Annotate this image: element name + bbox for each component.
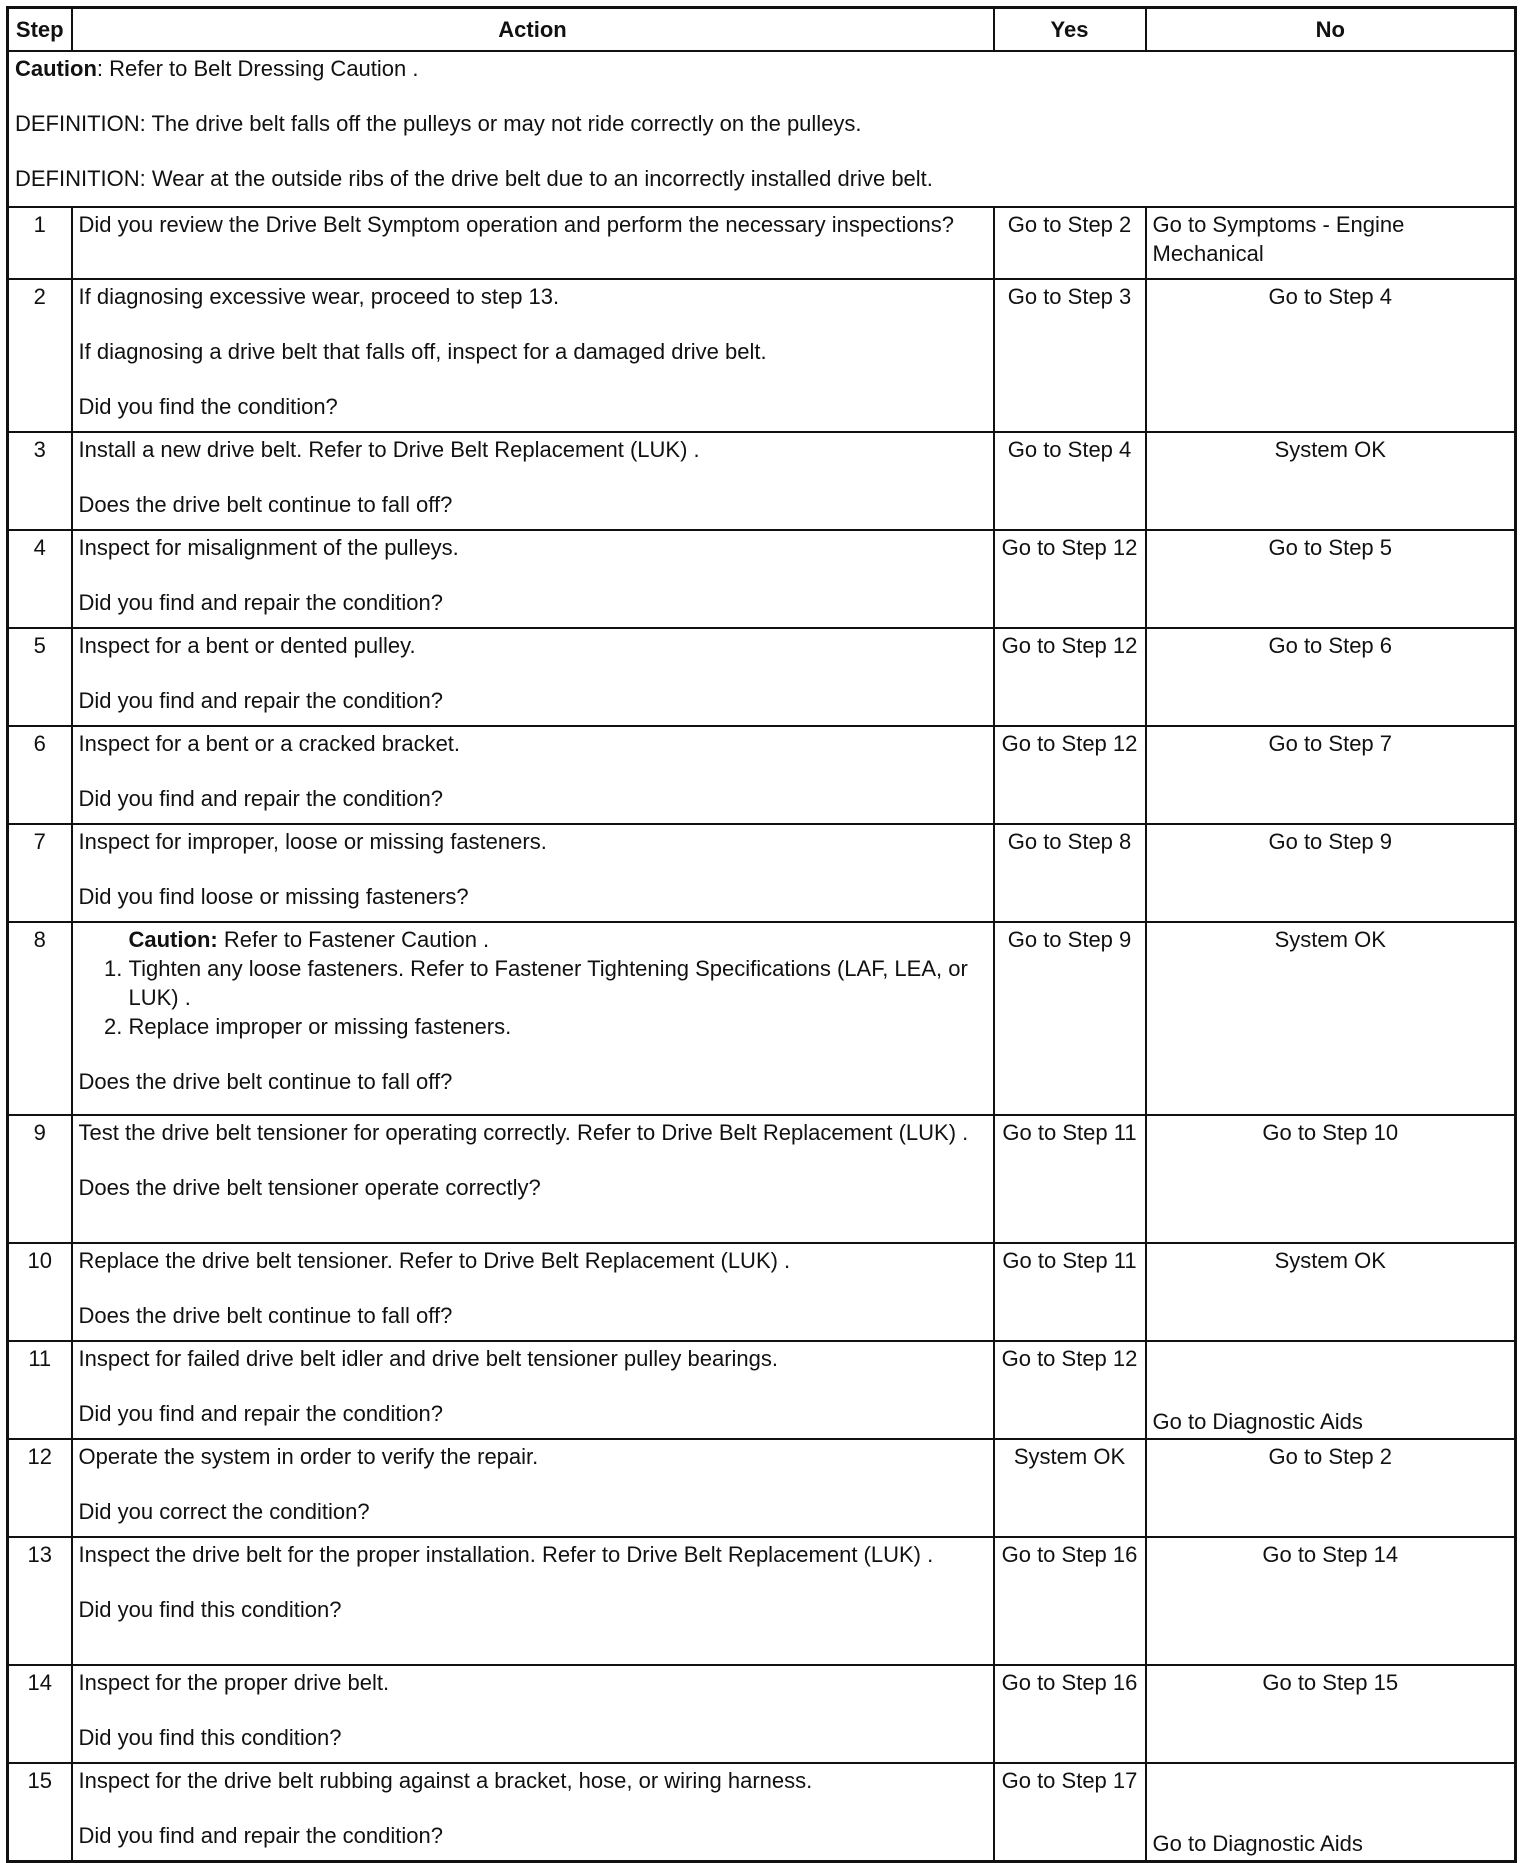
- action-question: Did you find this condition?: [78, 1725, 342, 1750]
- action-cell: [72, 1341, 994, 1439]
- table-row: [8, 1115, 1516, 1243]
- step-number: 3: [8, 432, 72, 530]
- action-text: If diagnosing a drive belt that falls off, inspect for a damaged drive belt.: [78, 339, 767, 364]
- yes-cell: Go to Step 4: [994, 432, 1146, 530]
- action-question: Does the drive belt continue to fall off?: [78, 492, 453, 517]
- no-cell: Go to Step 14: [1146, 1537, 1516, 1665]
- action-cell: [72, 432, 994, 530]
- action-text: Inspect for improper, loose or missing fasteners.: [78, 829, 547, 854]
- header-step: Step: [8, 8, 72, 52]
- no-cell: Go to Step 9: [1146, 824, 1516, 922]
- step-number: 6: [8, 726, 72, 824]
- table-row: [8, 922, 1516, 1115]
- header-action: Action: [72, 8, 994, 52]
- action-text: Inspect for failed drive belt idler and drive belt tensioner pulley bearings.: [78, 1346, 779, 1371]
- action-question: Does the drive belt continue to fall off?: [78, 1069, 453, 1094]
- header-yes: Yes: [994, 8, 1146, 52]
- action-cell: [72, 1439, 994, 1537]
- action-cell: [72, 824, 994, 922]
- action-cell: [72, 922, 994, 1115]
- action-text: Did you review the Drive Belt Symptom operation and perform the necessary inspections?: [78, 212, 955, 237]
- action-question: Did you find this condition?: [78, 1597, 342, 1622]
- yes-cell: Go to Step 17: [994, 1763, 1146, 1861]
- diagnostic-table-wrapper: [6, 6, 1514, 1863]
- no-cell: System OK: [1146, 432, 1516, 530]
- step-number: 5: [8, 628, 72, 726]
- table-row: [8, 1243, 1516, 1341]
- yes-cell: System OK: [994, 1439, 1146, 1537]
- action-text: Test the drive belt tensioner for operating correctly. Refer to Drive Belt Replacement (LUK) .: [78, 1120, 969, 1145]
- header-no: No: [1146, 8, 1516, 52]
- action-question: Did you find and repair the condition?: [78, 786, 443, 811]
- action-cell: [72, 1665, 994, 1763]
- yes-cell: Go to Step 2: [994, 207, 1146, 279]
- step-number: 4: [8, 530, 72, 628]
- no-cell: System OK: [1146, 922, 1516, 1115]
- yes-cell: Go to Step 9: [994, 922, 1146, 1115]
- action-cell: [72, 1243, 994, 1341]
- yes-cell: Go to Step 12: [994, 1341, 1146, 1439]
- intro-caution: [15, 54, 1508, 83]
- table-row: [8, 824, 1516, 922]
- action-question: Did you find and repair the condition?: [78, 688, 443, 713]
- step-number: 10: [8, 1243, 72, 1341]
- list-item: 1. Tighten any loose fasteners. Refer to Fastener Tightening Specifications (LAF, LEA, or LUK) .: [129, 954, 987, 1012]
- action-cell: [72, 726, 994, 824]
- action-text: Install a new drive belt. Refer to Drive Belt Replacement (LUK) .: [78, 437, 700, 462]
- no-cell: Go to Symptoms - Engine Mechanical: [1146, 207, 1516, 279]
- table-row: [8, 1341, 1516, 1439]
- yes-cell: Go to Step 12: [994, 530, 1146, 628]
- table-row: [8, 530, 1516, 628]
- yes-cell: Go to Step 12: [994, 628, 1146, 726]
- intro-row: [8, 51, 1516, 207]
- action-text: Operate the system in order to verify the repair.: [78, 1444, 539, 1469]
- action-question: Does the drive belt tensioner operate correctly?: [78, 1175, 541, 1200]
- table-row: [8, 1665, 1516, 1763]
- action-text: Inspect for misalignment of the pulleys.: [78, 535, 459, 560]
- action-question: Did you find loose or missing fasteners?: [78, 884, 469, 909]
- no-cell: Go to Step 6: [1146, 628, 1516, 726]
- table-row: [8, 628, 1516, 726]
- intro-definition-1: DEFINITION: The drive belt falls off the pulleys or may not ride correctly on the pulleys.: [15, 111, 862, 136]
- yes-cell: Go to Step 16: [994, 1537, 1146, 1665]
- table-row: [8, 207, 1516, 279]
- intro-cell: [8, 51, 1516, 207]
- table-row: [8, 432, 1516, 530]
- yes-cell: Go to Step 8: [994, 824, 1146, 922]
- action-question: Does the drive belt continue to fall off?: [78, 1303, 453, 1328]
- step-number: 11: [8, 1341, 72, 1439]
- header-row: [8, 8, 1516, 52]
- no-cell: Go to Step 5: [1146, 530, 1516, 628]
- yes-cell: Go to Step 16: [994, 1665, 1146, 1763]
- step-number: 12: [8, 1439, 72, 1537]
- table-row: [8, 1763, 1516, 1861]
- action-list: [79, 954, 987, 1041]
- step-number: 7: [8, 824, 72, 922]
- action-cell: [72, 1537, 994, 1665]
- caution-label: Caution:: [128, 927, 218, 952]
- action-text: Inspect for the drive belt rubbing against a bracket, hose, or wiring harness.: [78, 1768, 813, 1793]
- intro-caution-label: Caution: [15, 56, 97, 81]
- action-text: Inspect for the proper drive belt.: [78, 1670, 390, 1695]
- table-row: [8, 1537, 1516, 1665]
- no-cell: Go to Diagnostic Aids: [1146, 1341, 1516, 1439]
- no-cell: Go to Diagnostic Aids: [1146, 1763, 1516, 1861]
- action-question: Did you find and repair the condition?: [78, 1823, 443, 1848]
- no-cell: Go to Step 2: [1146, 1439, 1516, 1537]
- action-text: Inspect the drive belt for the proper installation. Refer to Drive Belt Replacement (LUK) .: [78, 1542, 934, 1567]
- table-row: [8, 279, 1516, 432]
- action-text: Inspect for a bent or dented pulley.: [78, 633, 416, 658]
- step-number: 1: [8, 207, 72, 279]
- step-number: 15: [8, 1763, 72, 1861]
- step-number: 8: [8, 922, 72, 1115]
- action-question: Did you find and repair the condition?: [78, 1401, 443, 1426]
- table-row: [8, 1439, 1516, 1537]
- no-cell: Go to Step 15: [1146, 1665, 1516, 1763]
- caution-text: Refer to Fastener Caution .: [217, 927, 490, 952]
- no-cell: Go to Step 4: [1146, 279, 1516, 432]
- yes-cell: Go to Step 12: [994, 726, 1146, 824]
- table-row: [8, 726, 1516, 824]
- no-cell: Go to Step 7: [1146, 726, 1516, 824]
- diagnostic-table: [6, 6, 1517, 1863]
- action-cell: [72, 207, 994, 279]
- caution-note: [79, 925, 987, 954]
- action-cell: [72, 1763, 994, 1861]
- action-question: Did you find the condition?: [78, 394, 338, 419]
- step-number: 13: [8, 1537, 72, 1665]
- action-cell: [72, 530, 994, 628]
- step-number: 14: [8, 1665, 72, 1763]
- list-item: 2. Replace improper or missing fasteners.: [129, 1012, 987, 1041]
- action-cell: [72, 279, 994, 432]
- yes-cell: Go to Step 11: [994, 1115, 1146, 1243]
- action-text: Inspect for a bent or a cracked bracket.: [78, 731, 461, 756]
- action-question: Did you correct the condition?: [78, 1499, 370, 1524]
- action-text: Replace the drive belt tensioner. Refer to Drive Belt Replacement (LUK) .: [78, 1248, 791, 1273]
- no-cell: System OK: [1146, 1243, 1516, 1341]
- intro-definition-2: DEFINITION: Wear at the outside ribs of the drive belt due to an incorrectly installed drive belt.: [15, 166, 933, 191]
- yes-cell: Go to Step 3: [994, 279, 1146, 432]
- step-number: 2: [8, 279, 72, 432]
- action-cell: [72, 628, 994, 726]
- action-text: If diagnosing excessive wear, proceed to step 13.: [78, 284, 560, 309]
- action-question: Did you find and repair the condition?: [78, 590, 443, 615]
- intro-caution-text: : Refer to Belt Dressing Caution .: [96, 56, 419, 81]
- no-cell: Go to Step 10: [1146, 1115, 1516, 1243]
- action-cell: [72, 1115, 994, 1243]
- yes-cell: Go to Step 11: [994, 1243, 1146, 1341]
- step-number: 9: [8, 1115, 72, 1243]
